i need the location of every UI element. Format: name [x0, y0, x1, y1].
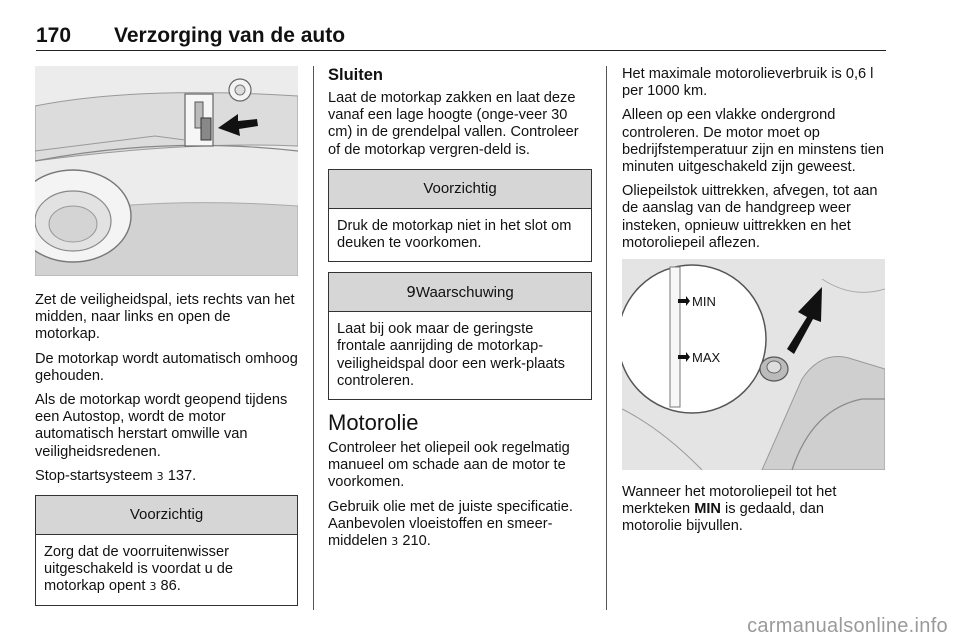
caution-text	[44, 544, 289, 596]
paragraph: Alleen op een vlakke ondergrond controleren. De motor moet op bedrijfstemperatuur zijn en minstens tien minuten uitgeschakeld zijn geweest.	[622, 107, 885, 176]
paragraph: De motorkap wordt automatisch omhoog gehouden.	[35, 350, 298, 384]
page-header	[36, 24, 886, 51]
dipstick-label-max: MAX	[692, 350, 721, 366]
dipstick-label-min: MIN	[692, 294, 716, 310]
paragraph: Oliepeilstok uittrekken, afvegen, tot aan de aanslag van de handgreep weer insteken, opnieuw uittrekken en het motoroliepeil aflezen.	[622, 183, 878, 251]
paragraph: Als de motorkap wordt geopend tijdens een Autostop, wordt de motor automatisch herstart omwille van veiligheidsredenen.	[35, 392, 288, 460]
page-number: 170	[36, 24, 72, 47]
column-divider	[606, 66, 607, 610]
caution-body	[36, 535, 297, 605]
page-reference-icon: 3	[391, 535, 399, 549]
paragraph	[328, 499, 592, 551]
caution-title: Voorzichtig	[329, 170, 591, 209]
caution-box	[328, 169, 592, 262]
caution-text: Druk de motorkap niet in het slot om deuken te voorkomen.	[337, 217, 572, 252]
watermark: carmanualsonline.info	[747, 615, 948, 637]
dipstick-illustration	[622, 259, 885, 470]
section-heading-engine-oil: Motorolie	[328, 410, 419, 436]
page-reference-icon: 3	[149, 580, 157, 594]
column-3	[622, 66, 886, 543]
text: Wanneer het motoroliepeil tot het merkteken	[622, 484, 837, 518]
paragraph: Laat de motorkap zakken en laat deze vanaf een lage hoogte (onge-veer 30 cm) in de grendelpal vallen. Controleer of de motorkap vergren-deld is.	[328, 90, 579, 158]
column-divider	[313, 66, 314, 610]
text: is gedaald, dan motorolie bijvullen.	[622, 501, 825, 535]
paragraph: Controleer het oliepeil ook regelmatig manueel om schade aan de motor te voorkomen.	[328, 440, 570, 491]
caution-box	[35, 495, 298, 606]
page-reference[interactable]: 86.	[160, 578, 181, 595]
warning-body	[329, 312, 591, 399]
section-heading-closing: Sluiten	[328, 66, 384, 84]
warning-title	[329, 273, 591, 312]
hood-latch-illustration	[35, 66, 298, 276]
warning-box	[328, 272, 592, 400]
warning-text: Laat bij ook maar de geringste frontale aanrijding de motorkap-veiligheidspal door een werk-plaats controleren.	[337, 321, 565, 389]
page-reference[interactable]: 137.	[167, 467, 197, 484]
warning-icon: 9	[406, 283, 416, 302]
page-reference[interactable]: 210.	[402, 533, 431, 550]
warning-title-text: Waarschuwing	[415, 284, 514, 302]
paragraph: Het maximale motorolieverbruik is 0,6 l per 1000 km.	[622, 66, 874, 100]
paragraph	[35, 468, 298, 485]
caution-body	[329, 209, 591, 261]
paragraph: Zet de veiligheidspal, iets rechts van het midden, naar links en open de motorkap.	[35, 292, 295, 343]
column-1	[35, 66, 298, 616]
text: Zorg dat de voorruitenwisser uitgeschakeld is voordat u de motorkap opent	[44, 544, 234, 595]
caution-title: Voorzichtig	[36, 496, 297, 535]
text: Stop-startsysteem	[35, 467, 157, 484]
page-reference-icon: 3	[156, 469, 164, 483]
column-2	[328, 66, 592, 557]
paragraph	[622, 484, 886, 536]
min-mark-text: MIN	[694, 501, 721, 518]
page-title: Verzorging van de auto	[114, 24, 346, 47]
text: Gebruik olie met de juiste specificatie. Aanbevolen vloeistoffen en smeer-middelen	[328, 498, 573, 550]
